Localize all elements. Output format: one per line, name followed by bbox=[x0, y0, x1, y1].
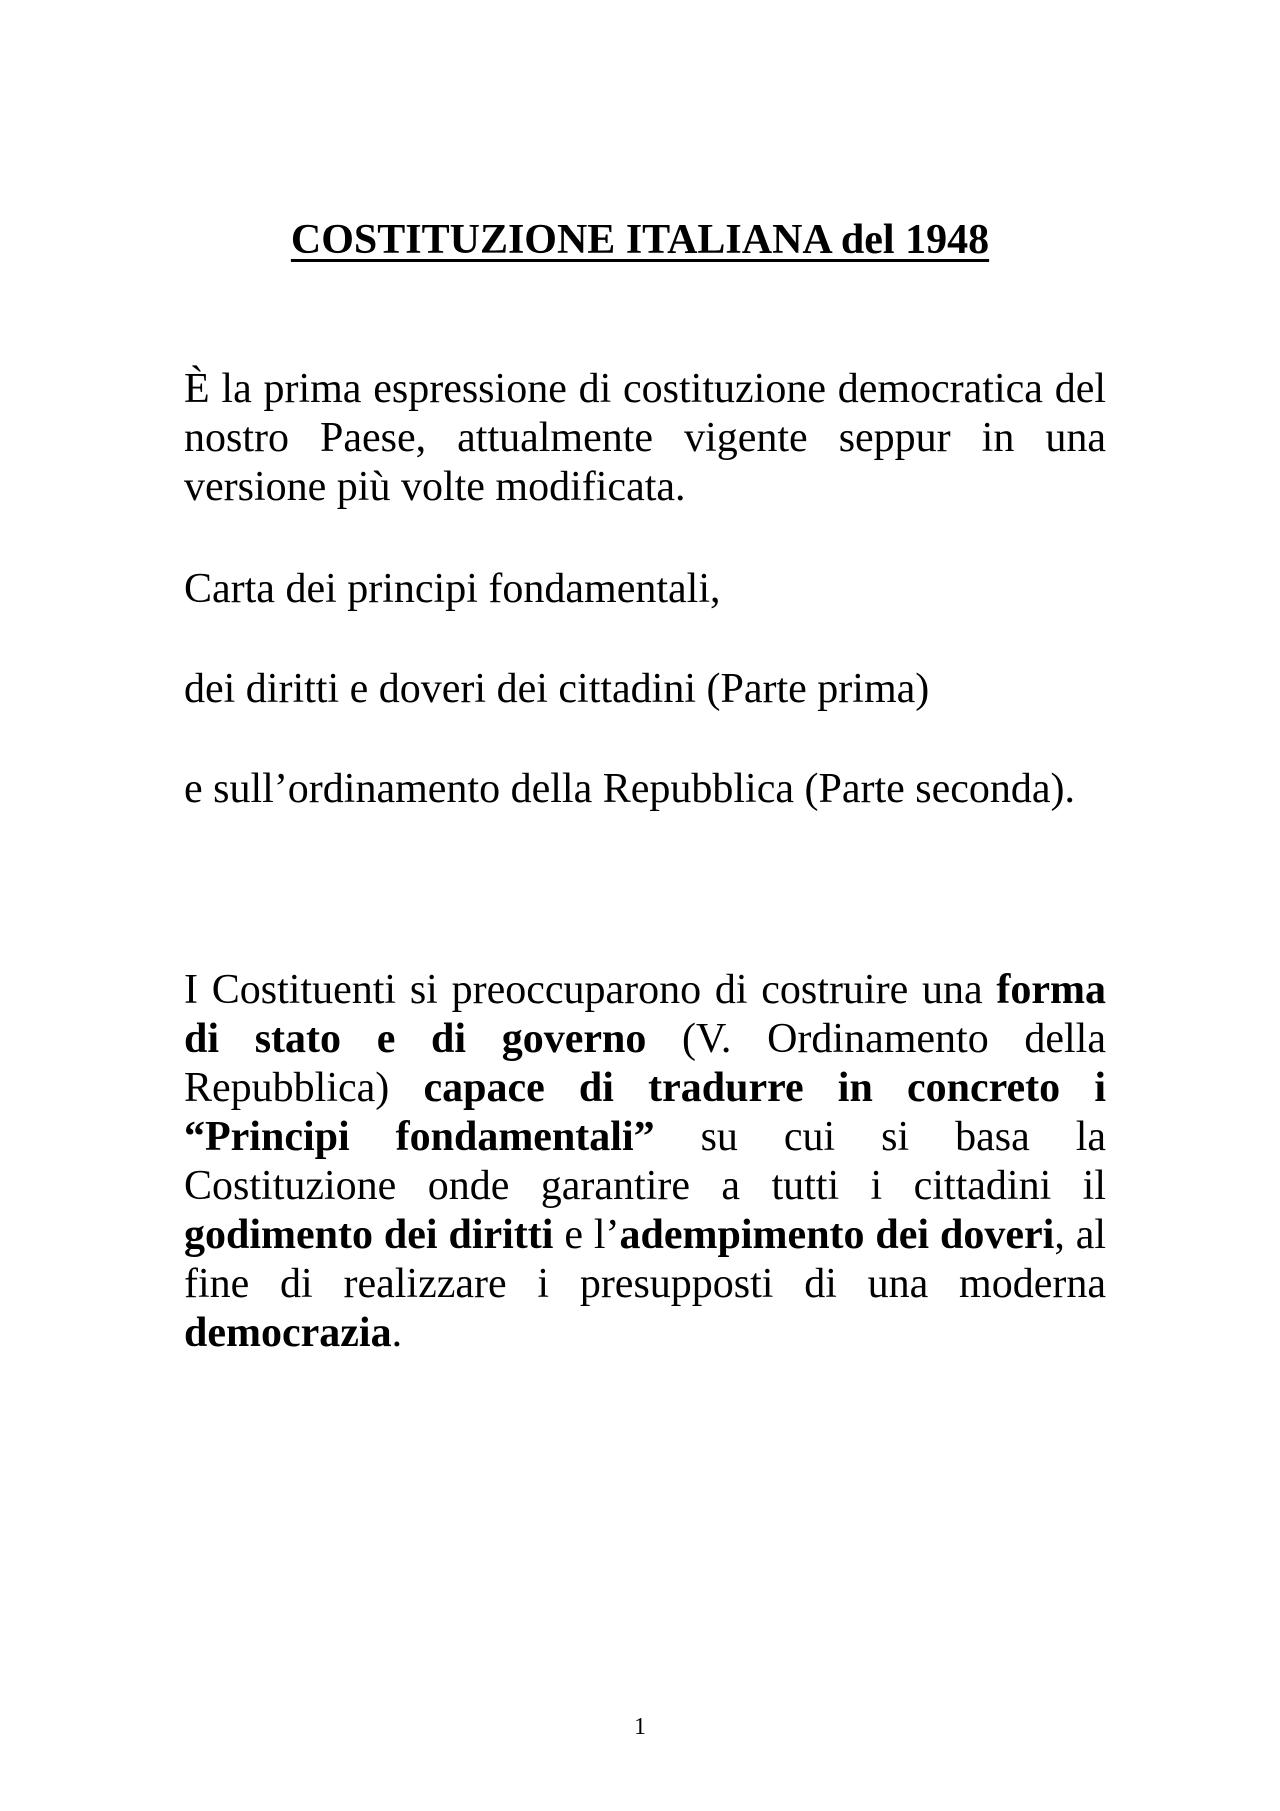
text-segment: , al fine di realizzare i presupposti di una moderna bbox=[184, 1212, 1107, 1307]
bold-segment: democrazia bbox=[184, 1310, 392, 1356]
text-segment: I Costituenti si preoccuparono di costruire una bbox=[184, 967, 997, 1013]
bold-segment: forma di stato e di governo bbox=[184, 967, 1106, 1062]
page-title-text: COSTITUZIONE ITALIANA del 1948 bbox=[290, 217, 990, 263]
intro-paragraph: È la prima espressione di costituzione democratica del nostro Paese, attualmente vigente seppur in una versione più volte modificata. bbox=[184, 366, 1106, 510]
text-segment: . bbox=[391, 1310, 403, 1356]
ordinance-line: e sull’ordinamento della Repubblica (Parte seconda). bbox=[184, 766, 1076, 812]
rights-line: dei diritti e doveri dei cittadini (Parte prima) bbox=[184, 666, 930, 712]
text-segment: su cui si basa la Costituzione onde garantire a tutti i cittadini il bbox=[184, 1114, 1107, 1209]
page-number: 1 bbox=[634, 1714, 646, 1740]
text-segment: (V. Ordinamento della Repubblica) bbox=[184, 1016, 1106, 1111]
founders-paragraph bbox=[184, 966, 1106, 1358]
bold-segment: adempimento dei doveri bbox=[619, 1212, 1055, 1258]
page-title bbox=[0, 214, 1280, 266]
text-segment: e l’ bbox=[553, 1212, 620, 1258]
bold-segment: godimento dei diritti bbox=[184, 1212, 554, 1258]
principles-line: Carta dei principi fondamentali, bbox=[184, 566, 721, 612]
bold-segment: capace di tradurre in concreto i “Principi fondamentali” bbox=[184, 1065, 1107, 1160]
